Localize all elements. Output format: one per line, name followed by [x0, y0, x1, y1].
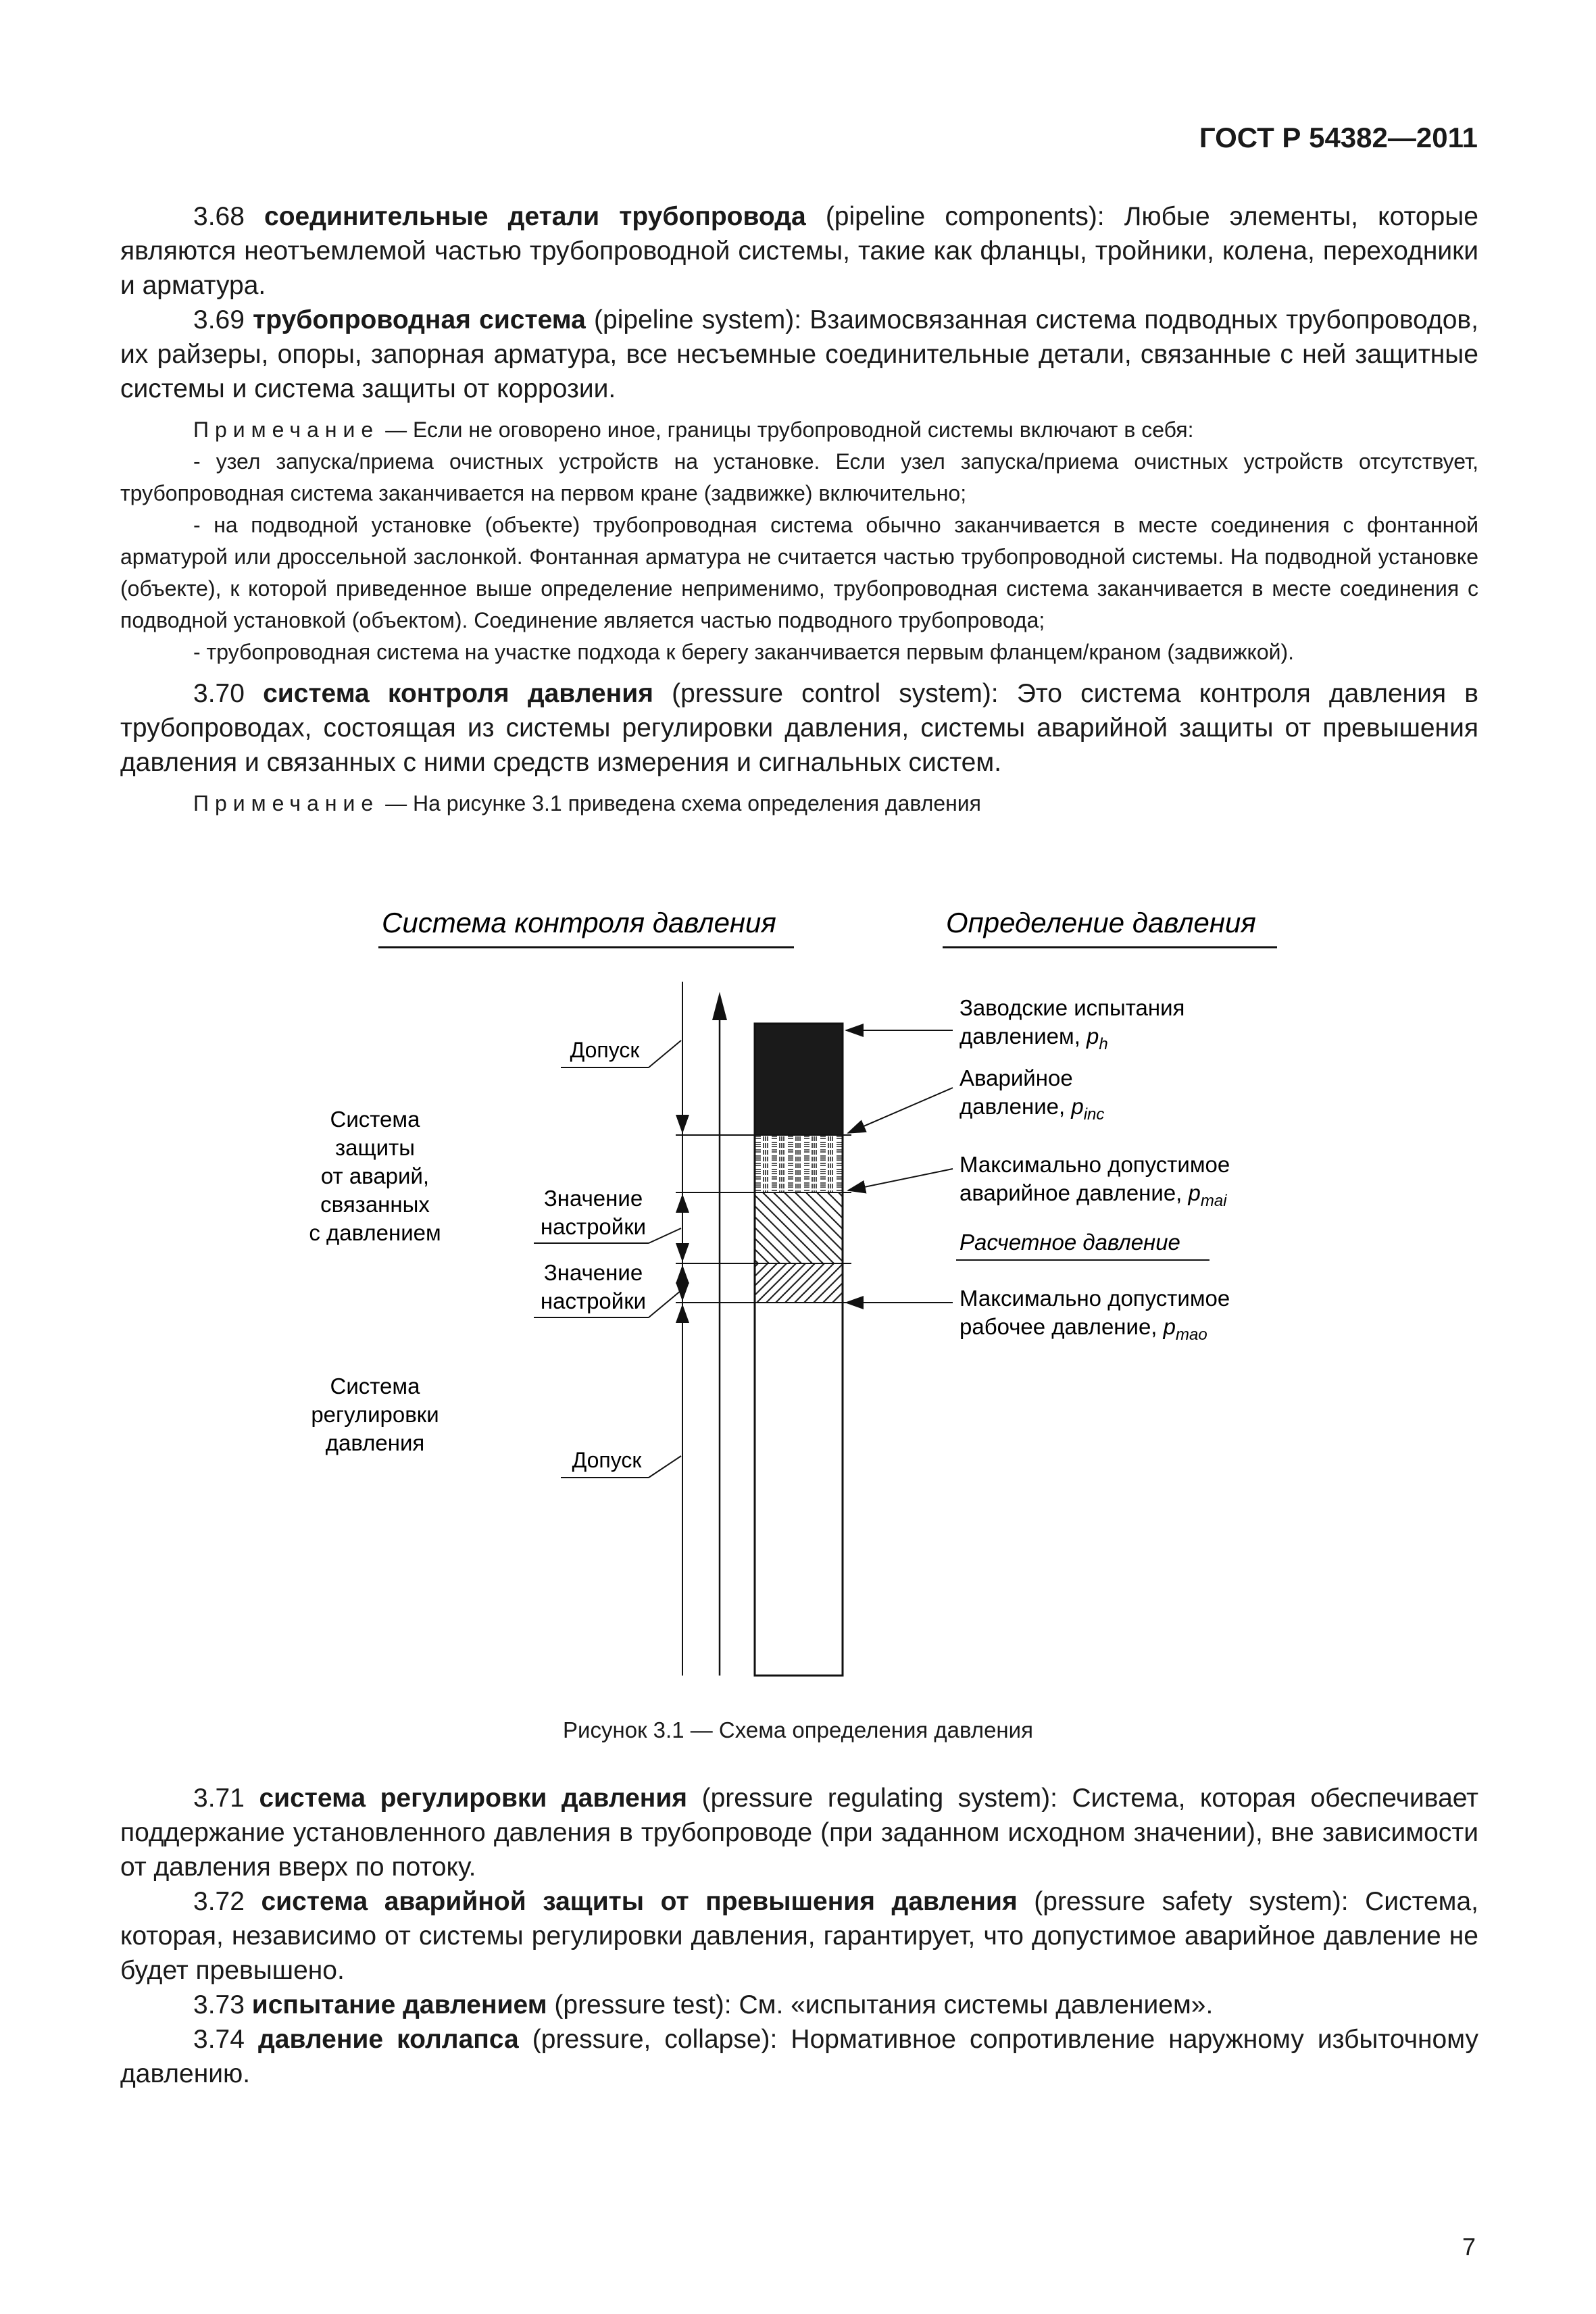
svg-text:с давлением: с давлением: [309, 1220, 441, 1245]
pressure-diagram: [0, 905, 1596, 1743]
definitions-bottom: [120, 1781, 1478, 2091]
svg-text:от аварий,: от аварий,: [320, 1163, 430, 1188]
note-label: Примечание: [193, 791, 380, 815]
page-number: 7: [1462, 2233, 1476, 2261]
label-mao: [959, 1286, 1230, 1344]
label-setting-2: [541, 1260, 646, 1313]
term-name: давление коллапса: [258, 2025, 519, 2054]
term-name: система контроля давления: [263, 679, 653, 708]
setting-band-2: [755, 1263, 843, 1303]
setting-band-1: [755, 1192, 843, 1263]
svg-text:давление, pinc: давление, $p_{inc}$: [959, 1094, 1105, 1124]
svg-text:Максимально допустимое: Максимально допустимое: [959, 1286, 1230, 1311]
heading-pressure-definition: Определение давления: [946, 907, 1256, 938]
pointer-incidental: [848, 1088, 953, 1133]
svg-text:Максимально допустимое: Максимально допустимое: [959, 1152, 1230, 1177]
svg-text:аварийное давление, pmai: аварийное давление, $p_{mai}$: [959, 1180, 1227, 1210]
note-item: - на подводной установке (объекте) трубопроводная система обычно заканчивается в месте соединения с фонтанной арматурой или дроссельной заслонкой. Фонтанная арматура не считается частью трубопроводной системы. На подводной установке (объекте), к которой приведенное выше определение неприменимо, трубопроводная система заканчивается в месте соединения с подводной установкой (объектом). Соединение является частью подводного трубопровода;: [120, 513, 1478, 632]
label-regulating-system: [311, 1374, 439, 1455]
svg-text:связанных: связанных: [320, 1192, 430, 1217]
definition-3-72: 3.72 система аварийной защиты от превышения давления (pressure safety system): Система, которая, независимо от системы регулировки давления, гарантирует, что допустимое аварийное давление не будет превышено.: [120, 1887, 1478, 1985]
note-figure-ref: Примечание — На рисунке 3.1 приведена схема определения давления: [193, 791, 981, 815]
definition-3-70: 3.70 система контроля давления (pressure control system): Это система контроля давления в трубопроводах, состоящая из системы регулировки давления, системы аварийной защиты от превышения давления и связанных с ними средств измерения и сигнальных систем.: [120, 679, 1478, 777]
svg-text:Заводские испытания: Заводские испытания: [959, 995, 1185, 1020]
pressure-diagram-svg: [0, 905, 1596, 1743]
svg-text:Аварийное: Аварийное: [959, 1065, 1073, 1090]
svg-text:настройки: настройки: [540, 1288, 647, 1313]
svg-text:регулировки: регулировки: [311, 1402, 439, 1427]
note-item: - узел запуска/приема очистных устройств на установке. Если узел запуска/приема очистных устройств отсутствует, трубопроводная система заканчивается на первом кране (задвижке) включительно;: [120, 449, 1478, 505]
label-tolerance-top: Допуск: [570, 1038, 640, 1062]
definition-3-73: 3.73 испытание давлением (pressure test): См. «испытания системы давлением».: [193, 1990, 1214, 2019]
heading-control-system: Система контроля давления: [382, 907, 776, 938]
term-name: система аварийной защиты от превышения давления: [261, 1887, 1018, 1916]
term-name: система регулировки давления: [259, 1784, 688, 1813]
label-incidental: [959, 1065, 1104, 1124]
figure-caption: Рисунок 3.1 — Схема определения давления: [563, 1717, 1033, 1742]
label-tolerance-bottom: Допуск: [572, 1448, 642, 1472]
label-design-pressure: Расчетное давление: [959, 1230, 1180, 1255]
pressure-axis-arrow: [712, 992, 727, 1020]
svg-text:Система: Система: [330, 1374, 420, 1399]
svg-text:Значение: Значение: [543, 1260, 643, 1285]
svg-text:настройки: настройки: [540, 1214, 647, 1239]
label-setting-1: [541, 1186, 646, 1239]
note-boundaries: Примечание — Если не оговорено иное, границы трубопроводной системы включают в себя:: [193, 418, 1194, 442]
svg-text:давлением, ph: давлением, $p_h$: [959, 1024, 1108, 1053]
pointer-mai: [848, 1169, 953, 1190]
definition-3-69: 3.69 трубопроводная система (pipeline system): Взаимосвязанная система подводных трубопроводов, их райзеры, опоры, запорная арматура, все несъемные соединительные детали, связанные с ней защитные системы и система защиты от коррозии.: [120, 305, 1478, 403]
label-mai: [959, 1152, 1230, 1210]
definition-3-71: 3.71 система регулировки давления (pressure regulating system): Система, которая обеспечивает поддержание установленного давления в трубопроводе (при заданном исходном значении), вне зависимости от давления вверх по потоку.: [120, 1784, 1479, 1882]
incidental-band: [755, 1135, 843, 1192]
definition-3-68: 3.68 соединительные детали трубопровода (pipeline components): Любые элементы, которые являются неотъемлемой частью трубопроводной системы, такие как фланцы, тройники, колена, переходники и арматура.: [120, 202, 1478, 300]
document-code: ГОСТ Р 54382—2011: [1199, 122, 1478, 153]
label-factory-test: [959, 995, 1184, 1053]
definitions-top: [120, 199, 1478, 820]
svg-text:Система: Система: [330, 1107, 420, 1132]
term-name: испытание давлением: [251, 1990, 547, 2019]
note-item: - трубопроводная система на участке подхода к берегу заканчивается первым фланцем/краном (задвижкой).: [193, 640, 1295, 664]
label-protection-system: [309, 1107, 441, 1245]
svg-text:Значение: Значение: [543, 1186, 643, 1211]
factory-test-band: [755, 1024, 843, 1135]
note-label: Примечание: [193, 418, 380, 442]
definition-3-74: 3.74 давление коллапса (pressure, collapse): Нормативное сопротивление наружному избыточному давлению.: [120, 2025, 1478, 2088]
svg-text:защиты: защиты: [335, 1135, 415, 1160]
term-name: соединительные детали трубопровода: [264, 202, 806, 231]
svg-text:рабочее давление, pmao: рабочее давление, $p_{mao}$: [959, 1314, 1207, 1344]
term-name: трубопроводная система: [253, 305, 586, 334]
svg-text:давления: давления: [325, 1430, 425, 1455]
